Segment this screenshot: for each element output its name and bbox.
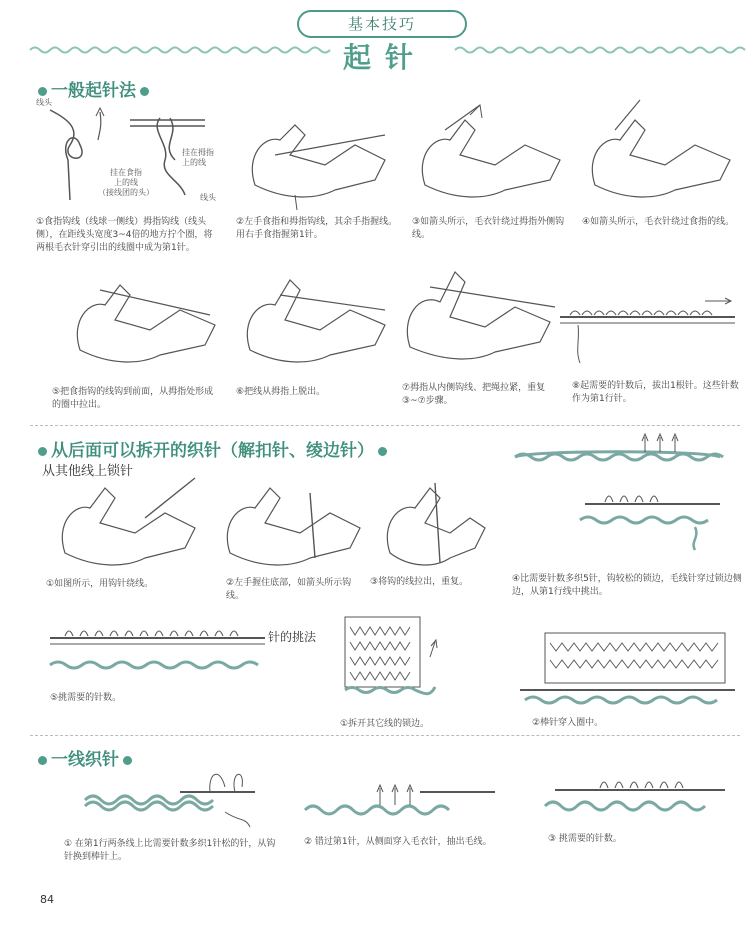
hand-illustration-crochet-2 <box>220 478 370 568</box>
hand-illustration-crochet-3 <box>380 478 490 568</box>
caption-1-4: ④如箭头所示，毛衣针绕过食指的线。 <box>582 217 735 227</box>
caption-3-3: ③ 挑需要的针数。 <box>548 834 622 844</box>
unravel-fabric-diagram <box>340 612 450 702</box>
single-thread-diagram-1 <box>80 762 260 832</box>
cast-on-row-diagram <box>550 295 745 365</box>
right-wave-ornament <box>455 45 745 55</box>
hand-illustration-3 <box>410 100 575 210</box>
hand-illustration-7 <box>400 262 565 377</box>
hand-illustration-crochet-1 <box>55 478 205 568</box>
caption-1-8: ⑧起需要的针数后，拔出1根针。这些针数作为第1行针。 <box>572 381 739 404</box>
label-thread-end-top: 线头 <box>36 98 52 107</box>
left-wave-ornament <box>30 45 330 55</box>
caption-3-2: ② 错过第1针，从侧面穿入毛衣针，抽出毛线。 <box>304 837 492 847</box>
hand-illustration-2 <box>235 105 400 210</box>
caption-1-2: ②左手食指和拇指钩线，其余手指握线。用右手食指握第1针。 <box>236 217 398 240</box>
pickup-needle-diagram <box>45 620 275 685</box>
section2-title: 从后面可以拆开的织针（解扣针、绫边针） <box>34 436 391 461</box>
single-thread-diagram-3 <box>540 768 730 828</box>
caption-1-5: ⑤把食指钩的线钩到前面，从拇指处形成的圈中拉出。 <box>52 387 214 410</box>
caption-2-1: ①如图所示，用钩针绕线。 <box>46 579 154 589</box>
hand-illustration-5 <box>70 270 230 380</box>
caption-2-4: ④比需要针数多织5针，钩较松的锁边，毛线针穿过锁边侧边，从第1行线中挑出。 <box>512 574 742 597</box>
chain-pickup-diagram <box>505 432 725 552</box>
single-thread-diagram-2 <box>300 770 500 830</box>
label-thumb-thread: 挂在拇指 上的线 <box>182 148 214 167</box>
caption-2-2: ②左手握住底部，如箭头所示钩线。 <box>226 578 352 601</box>
section2-subtitle: 从其他线上锁针 <box>42 464 134 479</box>
section-divider-2 <box>30 735 740 736</box>
section3-title: 一线织针 <box>34 745 136 770</box>
page-title: 起针 <box>342 41 427 74</box>
section-divider-1 <box>30 425 740 426</box>
hand-illustration-6 <box>235 265 400 380</box>
caption-3-1: ① 在第1行两条线上比需要针数多织1针松的针，从钩针换到棒针上。 <box>64 839 276 862</box>
hand-illustration-4 <box>585 100 745 210</box>
pickup-label: 针的挑法 <box>268 630 317 644</box>
caption-2-6: ①拆开其它线的锁边。 <box>340 719 430 729</box>
section-badge: 基本技巧 <box>297 10 467 38</box>
caption-1-7: ⑦拇指从内侧钩线、把绳拉紧，重复③~⑦步骤。 <box>402 383 546 406</box>
caption-1-3: ③如箭头所示，毛衣针绕过拇指外侧钩线。 <box>412 217 565 240</box>
caption-2-5: ⑤挑需要的针数。 <box>50 693 122 703</box>
label-thread-end: 线头 <box>200 193 216 202</box>
section1-title: 一般起针法 <box>34 76 153 101</box>
caption-1-1: ①食指钩线（线球一侧线）拇指钩线（线头侧），在距线头宽度3~4倍的地方拧个圈，将两根毛衣针穿引出的线圈中成为第1针。 <box>36 217 213 253</box>
needle-through-loops-diagram <box>520 628 740 713</box>
caption-2-7: ②棒针穿入圈中。 <box>532 718 604 728</box>
label-index-thread: 挂在食指 上的线 （接线团的头） <box>98 168 154 197</box>
page-number: 84 <box>40 893 54 906</box>
caption-1-6: ⑥把线从拇指上脱出。 <box>236 387 326 397</box>
caption-2-3: ③将钩的线拉出，重复。 <box>370 577 469 587</box>
